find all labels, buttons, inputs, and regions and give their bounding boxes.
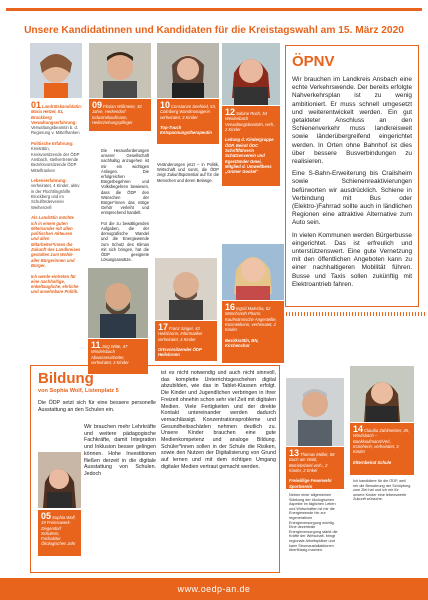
text-candidate-14: Ich kandidiere für die ÖDP, weil mir die Bewahrung der Schöpfung zum Ziel hat und ich mir für unsere Kinder eine lebenswerte Zukunft wünsche. [350, 477, 414, 517]
text-candidate-10: Veränderungen jetzt – in Politik, Wirtschaft und sonst, die ÖDP zeigt Zukunftspotential auf für die Menschen und deren Belange. [157, 162, 219, 183]
oepnv-paragraph: In vielen Kommunen werden Bürgerbusse eingerichtet. Das ist erfreulich und unterstützenswert. Eine gute Vernetzung mit den öffentlichen Angeboten kann zu einer nachhaltigeren Mobilität führen. Busse und Taxis sollen zukünftig mit Elektroantrieb fahren. [292, 231, 412, 288]
photo-candidate-11 [88, 268, 148, 338]
caption-candidate-01: 01Landrätskandidatin: Maria Hetzel, 51, Bruckberg Verwaltungserfahrung: Verwaltungsbeamtin b. d. Regierung v. Mittelfranken Politische Erfahrung: Kreisrätin, Kreisvorsitzende der ÖDP Ansbach, stellvertretende Bezirksvorsitzende ÖDP Mittelfranken Lebenserfahrung: verheiratet, 4 Kinder, aktiv in der Flüchtlingshilfe Bruckberg und im Schulförderverein Weihenzell Als Landrätin möchte ich in einem guten Miteinander mit allen politischen Akteuren und allen Mitarbeiter*innen die Zukunft des Landkreises gestalten zum Wohle aller Bürgerinnen und Bürger. Ich werde eintreten für eine nachhaltige, enkeltaugliche, ehrliche und ansehnbare Politik. [30, 99, 82, 573]
text-candidate-09: Die Herausforderungen unserer Gesellschaft nachhaltig anzugehen ist mir ein wichtiges Anliegen. Die erfolgreichen Bürgerbegehren und Volksbegehren bewiesen, dass die ÖDP den Wünschen der Bürger*innen das nötige Gehör verleiht und entsprechend handelt. Für die zu bewältigenden Aufgaben, die der demografische Wandel und die Energiewende zum Schutz des Klimas mit sich bringen, hat die ÖDP geeignete Lösungsansätze. [101, 148, 149, 263]
caption-candidate-16: 16Ingrid Malecha, 62 Münchsroth Pharm. Kaufmännische Angestellte, Kosmetikerin, verheiratet, 2 Kinder Bezirksrätin, BN, Kirchenchor [222, 301, 284, 363]
oepnv-paragraph: Wir brauchen im Landkreis Ansbach eine echte Verkehrswende. Der bereits erfolgte Nahverkehrsplan ist zu wenig ambitioniert. Er muss schnell umgesetzt und weiterentwickelt werden. Ein gut getakteter Anschluss an den Schienenverkehr muss landkreisweit sowie länderübergreifend eingerichtet werden. In Orten ohne Bahnhof ist dies über bessere Busverbindungen zu realisieren. [292, 76, 412, 166]
photo-candidate-16 [222, 244, 284, 300]
bildung-paragraph: Wir brauchen mehr Lehrkräfte und weitere pädagogische Fachkräfte, damit Integration und Inklusion besser gelingen können. Hohe Investitionen fließen derzeit in die digitale Ausstattung von Schulen. Jedoch [84, 424, 156, 477]
bildung-title: Bildung [38, 370, 94, 387]
bildung-author: von Sophia Wolf, Listenplatz 5 [38, 388, 119, 394]
photo-candidate-12 [222, 43, 280, 105]
top-rule [6, 8, 422, 11]
caption-candidate-10: 10Constanze Seefried, 53, Colmberg Wandmonagerin verheiratet, 3 Kinder Top-Touch Entspannungstherapeutin [157, 99, 219, 144]
oepnv-paragraph: Eine S-Bahn-Erweiterung bis Crailsheim sowie Schienenreaktivierungen befürworten wir ausdrücklich. Schiene in Verbindung mit Bus oder (Elektro-)Fahrrad sollte auch in ländlichen Regionen eine attraktive Alternative zum Auto sein. [292, 170, 412, 227]
caption-candidate-13: 13Thomas Müller, 58 Buch am Wald, Betriebsbeirl.verh., 2 Kinder, 2 Enkel Freiwillige Feuerwehr Sportverein [286, 447, 344, 489]
photo-candidate-13 [286, 378, 344, 446]
bildung-section [30, 365, 280, 573]
photo-candidate-09 [89, 43, 151, 98]
caption-candidate-12: 12Sabine Roch, 54 Weidenbach Verwaltungsbeamtin, verh., 2 Kinder Leitung d. Kindergruppe ÖDP, Beirat ÖDC Schriftführerin Schützenverein und Egestämder Gmei, Mitglied d. Umweltbens „Grüner Gockel“ [222, 106, 280, 186]
dotted-rule [280, 312, 426, 316]
footer-url[interactable]: www.oedp-an.de [0, 578, 428, 600]
bildung-intro: Die ÖDP setzt sich für eine bessere personelle Ausstattung an den Schulen ein. [38, 400, 156, 413]
caption-candidate-17: 17Franz Singer, 43 Heilsbronn, Informatiker verheiratet, 4 Kinder Ortsvorsitzender ÖDP Heilsbronn [155, 321, 217, 361]
caption-candidate-14: 14Claudia Zahlmeister, 45, Windsbach – Bankkaufmann/Verl., Erzieherin, verheiratet, 3 Kinder Elternbeirat Schule [350, 423, 414, 475]
oepnv-section [285, 45, 419, 307]
photo-candidate-05 [38, 452, 81, 508]
oepnv-title: ÖPNV [292, 53, 335, 70]
caption-candidate-11: 11Jürg Witte, 47 Windelsbach Abwasserarbeiter, verheiratet, 3 Kinder [88, 339, 148, 374]
photo-candidate-17 [155, 258, 217, 320]
photo-candidate-01 [30, 43, 82, 98]
photo-candidate-10 [157, 43, 219, 98]
text-candidate-13: Neben einer allgemeinen Stärkung der ökologischen Aspekte im täglichen Leben und Wirtschaften ist mir die Energiewende hin zur regenerativen Energieversorgung wichtig. Eine dezentrale Energieversorgung stärkt die Kräfte der Wirtschaft, bringt regionale Arbeitsplätze und kann Stromausfallaktionen überflüssig machen. [286, 491, 344, 573]
photo-candidate-14 [350, 366, 414, 422]
bildung-paragraph: ist es nicht notwendig und auch nicht sinnvoll, das komplette Unterrichtsgeschehen digital abzubilden, wie das in Tablet-Klassen erfolgt. Die Kinder und Jugendlichen verbringen in ihrer Freizeit ohnehin schon sehr viel Zeit mit digitalen Medien. Viele Fertigkeiten und der direkte Kontakt untereinander werden dadurch vernachlässigt. Konzentrationsprobleme und Gesundheitsschäden nehmen deutlich zu. Unsere Kinder brauchen eine gute Medienkompetenz und analoge Bildung. Schüler*innen sollen in der Schule die Risiken, sowie den Nutzen der Digitalisierung von Grund auf lernen und mit dem richtigen Umgang digitaler Medien vertraut gemacht werden. [161, 370, 276, 470]
caption-candidate-09: 09Florian Wißmeier, 33 Jahre, Herkendorf Industriekaufmann, Heilerziehungspfleger [89, 99, 151, 131]
caption-candidate-05: 05Sophia Wolf, 19 Freinsowerk-Ziegendorf Schülerin, Fachabitur Ökologisches Jahr [38, 510, 81, 556]
page-title: Unsere Kandidatinnen und Kandidaten für die Kreistagswahl am 15. März 2020 [24, 25, 404, 36]
